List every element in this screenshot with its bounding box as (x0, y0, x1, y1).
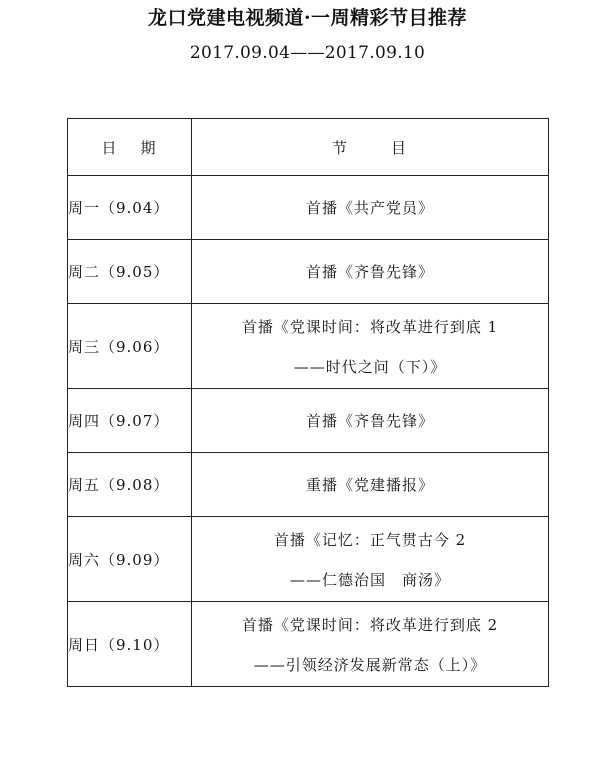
table-header-row (68, 119, 549, 176)
table-row (68, 517, 549, 602)
row-date: 周二（9.05） (68, 240, 192, 304)
table-row (68, 304, 549, 389)
program-header-char2: 目 (391, 138, 409, 157)
table-row (68, 176, 549, 240)
row-date: 周五（9.08） (68, 453, 192, 517)
program-line1: 首播《齐鲁先锋》 (305, 412, 434, 430)
row-program (192, 240, 549, 304)
row-date: 周四（9.07） (68, 389, 192, 453)
date-header-char1: 日 (101, 138, 119, 157)
program-column-header (192, 119, 549, 176)
program-header-char1: 节 (331, 138, 349, 157)
program-schedule-table (67, 118, 549, 687)
table-row (68, 389, 549, 453)
row-program (192, 453, 549, 517)
program-line2: ——引领经济发展新常态（上）》 (253, 655, 487, 674)
row-date: 周三（9.06） (68, 304, 192, 389)
date-range: 2017.09.04——2017.09.10 (189, 43, 426, 63)
row-program (192, 517, 549, 602)
row-date: 周日（9.10） (68, 602, 192, 687)
table-row (68, 602, 549, 687)
row-program (192, 304, 549, 389)
program-line1: 首播《党课时间：将改革进行到底 1 (241, 317, 499, 336)
table-row (68, 453, 549, 517)
program-line1: 首播《记忆：正气贯古今 2 (273, 530, 467, 549)
row-program (192, 176, 549, 240)
program-line1: 首播《共产党员》 (305, 199, 434, 217)
program-line1: 首播《党课时间：将改革进行到底 2 (241, 615, 499, 634)
document-title: 龙口党建电视频道·一周精彩节目推荐 (147, 7, 468, 29)
row-program (192, 602, 549, 687)
date-header-char2: 期 (140, 138, 158, 157)
program-line1: 重播《党建播报》 (305, 476, 434, 494)
row-date: 周一（9.04） (68, 176, 192, 240)
date-column-header (68, 119, 192, 176)
table-row (68, 240, 549, 304)
row-date: 周六（9.09） (68, 517, 192, 602)
program-line2: ——仁德治国 商汤》 (289, 570, 450, 589)
row-program (192, 389, 549, 453)
program-line1: 首播《齐鲁先锋》 (305, 263, 434, 281)
program-line2: ——时代之问（下）》 (293, 357, 447, 376)
